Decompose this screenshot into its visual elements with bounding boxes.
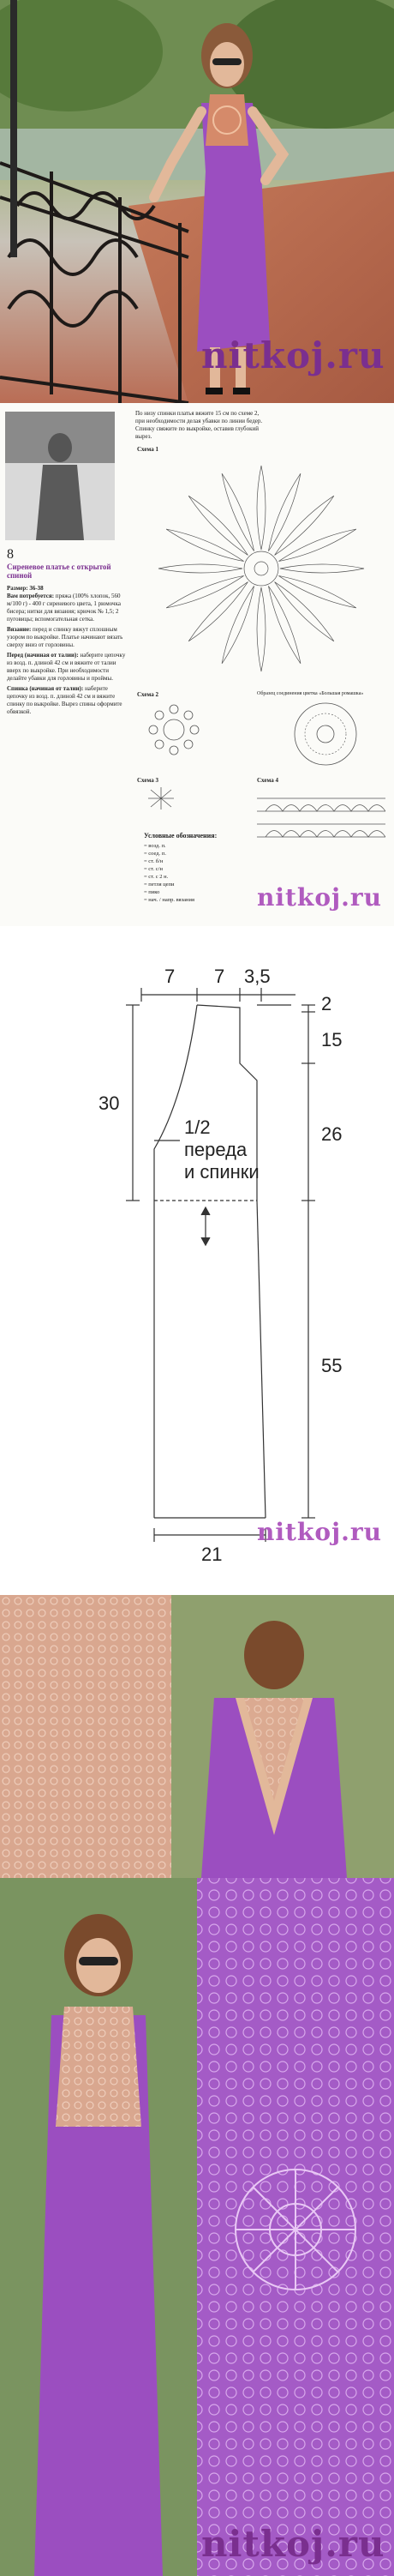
dim-top-2: 7 xyxy=(214,966,225,987)
back-heading: Спинка (начиная от талии): xyxy=(7,685,84,692)
pattern-svg xyxy=(0,926,394,1595)
legend-item: = нач. / напр. вязания xyxy=(144,897,194,903)
petal xyxy=(158,564,242,573)
scheme2-loop xyxy=(190,725,199,734)
watermark: nitkoj.ru xyxy=(257,1518,382,1546)
materials-heading: Вам потребуется: xyxy=(7,593,55,599)
article-body xyxy=(7,585,127,716)
assembly-label: Образец соединения цветка «Большая ромашка» xyxy=(257,691,364,696)
column2-intro xyxy=(135,410,264,441)
legend-item: = ст. с/н xyxy=(144,866,163,872)
scheme2-loop xyxy=(170,746,178,755)
size-line: Размер: 36-38 xyxy=(7,585,44,592)
front-heading: Перед (начиная от талии): xyxy=(7,652,79,659)
dim-right-4: 55 xyxy=(321,1355,343,1376)
article-number: 8 xyxy=(7,547,14,562)
scheme3-label: Схема 3 xyxy=(137,777,158,784)
scheme2-loop xyxy=(155,711,164,719)
column2-text: По низу спинки платья вяжите 15 см по схеме 2, при необходимости делая убавки по линии бедер. xyxy=(135,410,263,424)
piece-label-line2: переда xyxy=(184,1139,248,1160)
materials-text: пряжа (100% хлопок, 560 м/100 г) - 400 г сиреневого цвета, 1 рюмочка бисера; нитки для вязания; крючок № 1,5; 2 пуговицы; вспомогательная сетка. xyxy=(7,593,121,623)
dim-top-3: 3,5 xyxy=(244,966,271,987)
watermark: nitkoj.ru xyxy=(257,883,382,912)
watermark: nitkoj.ru xyxy=(201,2523,385,2565)
scheme3-diagram xyxy=(144,785,178,811)
dim-left-1: 30 xyxy=(98,1092,120,1114)
back-text: наберите цепочку из возд. п. длиной 42 см и вяжите спинку по выкройке. Вырез спины оформите обвязкой. xyxy=(7,685,122,715)
scheme2-loop xyxy=(149,725,158,734)
photo-collage xyxy=(0,1595,394,2576)
petal xyxy=(280,564,364,573)
assembly-diagram xyxy=(291,700,360,768)
scheme2-label: Схема 2 xyxy=(137,691,158,698)
scheme2-loop xyxy=(184,740,193,749)
petal xyxy=(257,466,266,550)
column2-text-2: Спинку свяжите по выкройке, оставив глубокий вырез. xyxy=(135,425,259,440)
scheme2-loop xyxy=(170,705,178,713)
thumbnail-photo xyxy=(5,412,115,540)
main-photo xyxy=(0,0,394,403)
scheme2-loop xyxy=(184,711,193,719)
pattern-heading: Вязание: xyxy=(7,626,32,633)
dim-top-1: 7 xyxy=(164,966,176,987)
scheme4-diagram xyxy=(257,785,385,846)
legend-item: = пико xyxy=(144,889,160,895)
dim-right-1: 2 xyxy=(321,993,332,1014)
legend-item: = соед. п. xyxy=(144,851,166,857)
watermark: nitkoj.ru xyxy=(201,334,385,376)
dim-right-3: 26 xyxy=(321,1123,343,1145)
collage-illustration xyxy=(0,1595,394,2576)
dim-bottom: 21 xyxy=(201,1544,223,1565)
pattern-text: перед и спинку вяжут сплошным узором по выкройке. Платье начинают вязать сверху вниз от горловины. xyxy=(7,626,123,648)
scheme4-label: Схема 4 xyxy=(257,777,278,784)
scheme1-label: Схема 1 xyxy=(137,446,158,453)
legend-item: = возд. п. xyxy=(144,843,166,849)
article-title xyxy=(7,563,127,580)
front-text: наберите цепочку из возд. п. длиной 42 см и вяжите от талии вверх по выкройке. При необходимости делайте убавки для горловины и проймы. xyxy=(7,652,126,682)
petal xyxy=(257,587,266,671)
piece-label-fraction: 1/2 xyxy=(184,1116,211,1138)
scheme2-loop xyxy=(155,740,164,749)
legend-list xyxy=(144,842,194,904)
piece-label-line3: и спинки xyxy=(184,1161,260,1183)
magazine-page xyxy=(0,403,394,926)
scheme1-diagram xyxy=(137,453,385,684)
legend-item: = петля цепи xyxy=(144,882,175,888)
legend-item: = ст. б/н xyxy=(144,858,164,864)
article-title-line1: Сиреневое платье с открытой xyxy=(7,563,111,571)
pattern-drawing xyxy=(0,926,394,1595)
legend-heading: Условные обозначения: xyxy=(144,832,218,840)
dim-right-2: 15 xyxy=(321,1029,343,1050)
article-title-line2: спиной xyxy=(7,571,33,580)
legend-item: = ст. с 2 н. xyxy=(144,874,169,880)
scheme2-diagram xyxy=(144,700,204,760)
